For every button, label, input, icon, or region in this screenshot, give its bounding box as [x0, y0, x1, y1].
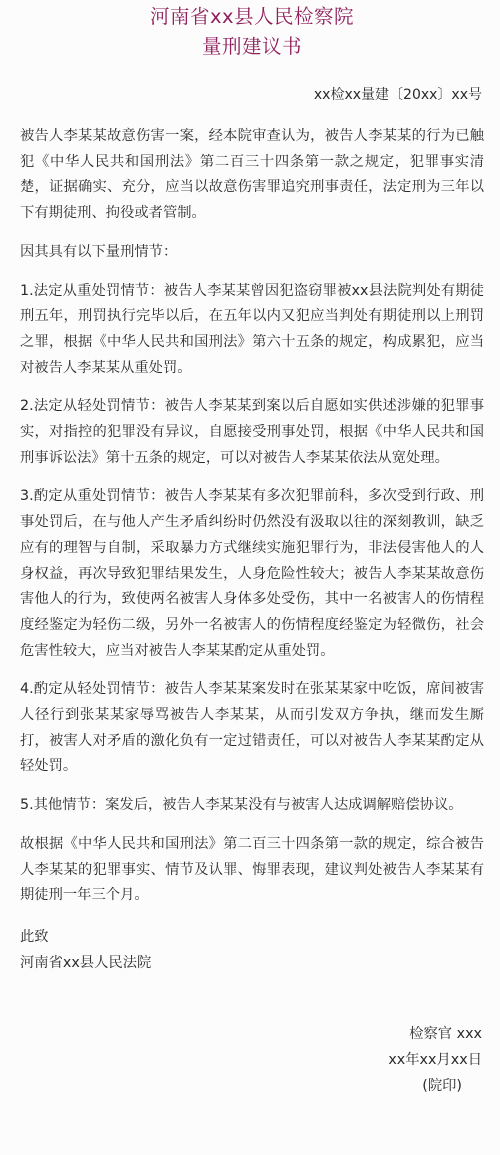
intro-paragraph: 被告人李某某故意伤害一案，经本院审查认为，被告人李某某的行为已触犯《中华人民共和国刑法》第二百三十四条第一款之规定，犯罪事实清楚，证据确实、充分，应当以故意伤害罪追究刑事责任，法定刑为三年以下有期徒刑、拘役或者管制。	[20, 128, 484, 222]
signature-date: xx年xx月xx日	[388, 1052, 482, 1069]
item-other-circumstances: 5.其他情节：案发后，被告人李某某没有与被害人达成调解赔偿协议。	[20, 797, 463, 814]
item-discretionary-mitigating: 4.酌定从轻处罚情节：被告人李某某案发时在张某某家中吃饭，席间被害人径行到张某某家辱骂被告人李某某，从而引发双方争执，继而发生厮打，被害人对矛盾的激化负有一定过错责任，可以对被告人李某某酌定从轻处罚。	[20, 681, 484, 775]
document-title: 量刑建议书	[201, 35, 302, 58]
closing-block	[20, 925, 484, 976]
document-number: xx检xx量建〔20xx〕xx号	[313, 87, 482, 103]
salutation: 此致	[20, 928, 49, 945]
recipient: 河南省xx县人民法院	[20, 954, 152, 971]
prosecutor-name: 检察官 xxx	[409, 1026, 482, 1043]
issuer-title: 河南省xx县人民检察院	[149, 5, 355, 28]
item-statutory-mitigating: 2.法定从轻处罚情节：被告人李某某到案以后自愿如实供述涉嫌的犯罪事实，对指控的犯罪没有异议，自愿接受刑事处罚，根据《中华人民共和国刑事诉讼法》第十五条的规定，可以对被告人李某某依法从宽处理。	[20, 398, 484, 466]
lead-paragraph: 因其具有以下量刑情节：	[20, 243, 178, 260]
seal-label: (院印)	[422, 1077, 462, 1094]
conclusion-paragraph: 故根据《中华人民共和国刑法》第二百三十四条第一款的规定，综合被告人李某某的犯罪事实、情节及认罪、悔罪表现，建议判处被告人李某某有期徒刑一年三个月。	[20, 835, 484, 904]
item-discretionary-aggravating: 3.酌定从重处罚情节：被告人李某某有多次犯罪前科，多次受到行政、刑事处罚后，在与他人产生矛盾纠纷时仍然没有汲取以往的深刻教训，缺乏应有的理智与自制，采取暴力方式继续实施犯罪行为，非法侵害他人的人身权益，再次导致犯罪结果发生，人身危险性较大；被告人李某某故意伤害他人的行为，致使两名被害人身体多处受伤，其中一名被害人的伤情程度经鉴定为轻伤二级，另外一名被害人的伤情程度经鉴定为轻微伤，社会危害性较大，应当对被告人李某某酌定从重处罚。	[20, 488, 484, 659]
signature-block	[20, 1022, 484, 1099]
item-statutory-aggravating: 1.法定从重处罚情节：被告人李某某曾因犯盗窃罪被xx县法院判处有期徒刑五年，刑罚执行完毕以后，在五年以内又犯应当判处有期徒刑以上刑罚之罪，根据《中华人民共和国刑法》第六十五条的规定，构成累犯，应当对被告人李某某从重处罚。	[20, 282, 484, 376]
